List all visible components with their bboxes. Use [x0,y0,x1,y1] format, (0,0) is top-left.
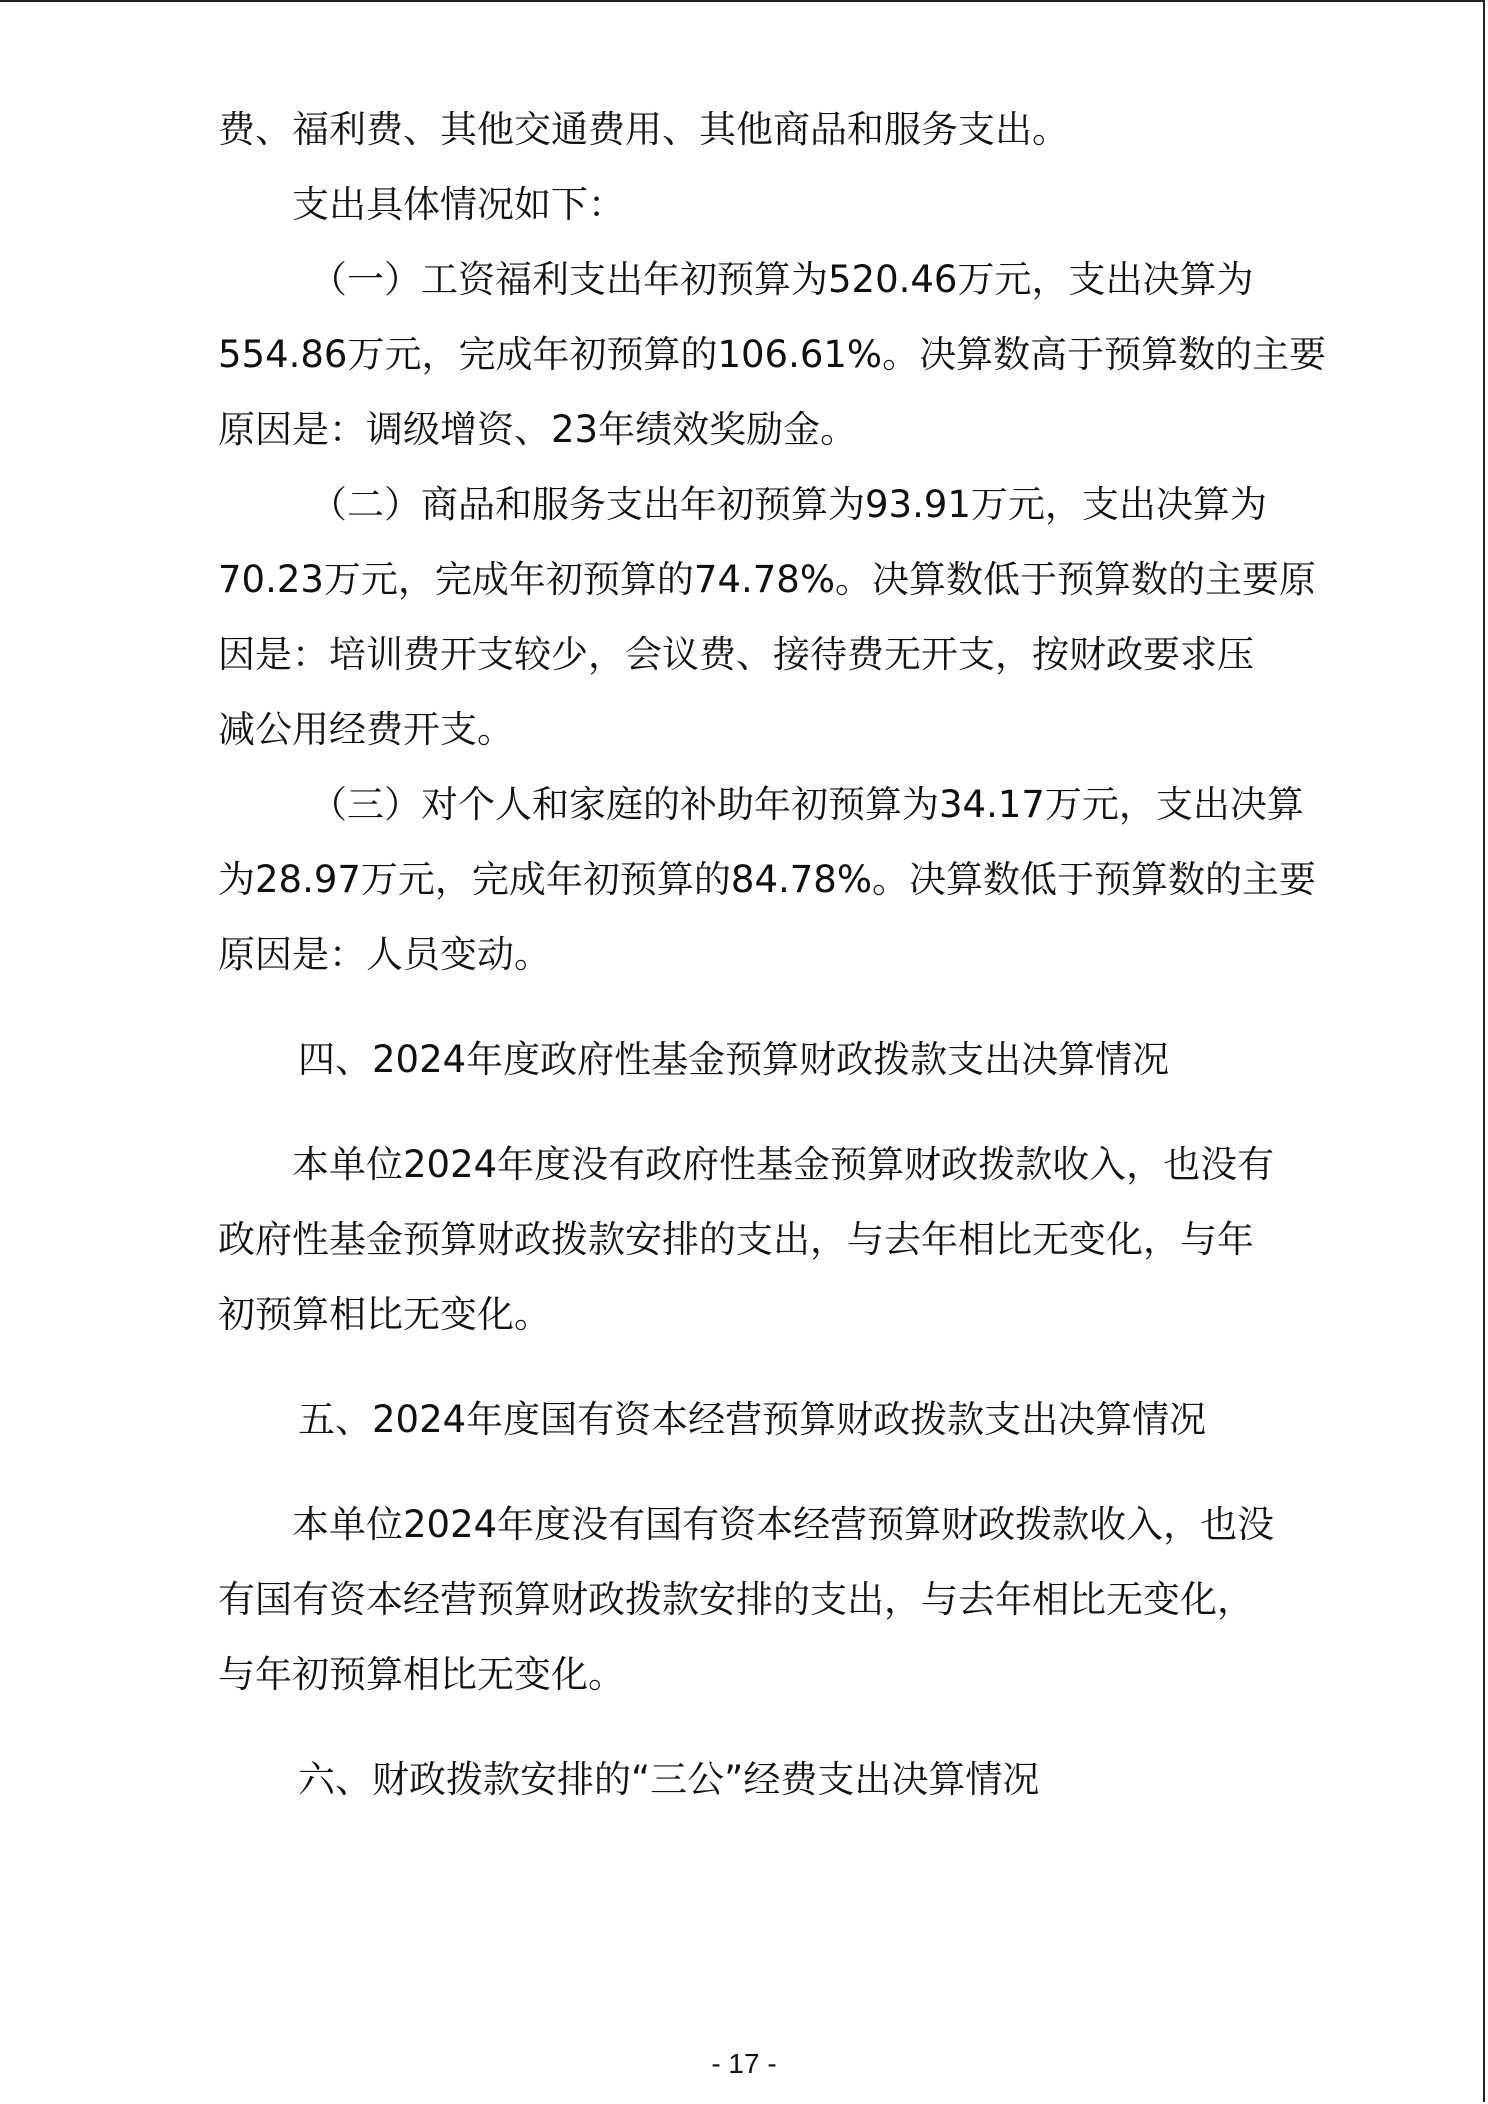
paragraph-line: 为28.97万元，完成年初预算的84.78%。决算数低于预算数的主要 [218,858,1317,901]
spacer [218,1097,1288,1127]
paragraph-line: （三）对个人和家庭的补助年初预算为34.17万元，支出决算 [310,783,1304,826]
paragraph-line: 减公用经费开支。 [218,708,514,751]
paragraph-line: 费、福利费、其他交通费用、其他商品和服务支出。 [218,108,1069,151]
paragraph-line: 70.23万元，完成年初预算的74.78%。决算数低于预算数的主要原 [218,558,1317,601]
paragraph-line: 原因是：调级增资、23年绩效奖励金。 [218,408,858,451]
paragraph-line: 因是：培训费开支较少，会议费、接待费无开支，按财政要求压 [218,633,1254,676]
page-number: - 17 - [711,2048,777,2079]
paragraph-line: 有国有资本经营预算财政拨款安排的支出，与去年相比无变化， [218,1578,1254,1621]
document-body [218,92,1327,1817]
paragraph-line: （二）商品和服务支出年初预算为93.91万元，支出决算为 [310,483,1267,526]
spacer [218,1712,1288,1742]
paragraph-line: 本单位2024年度没有国有资本经营预算财政拨款收入，也没 [292,1503,1275,1546]
paragraph-line: 初预算相比无变化。 [218,1293,551,1336]
paragraph-line: 554.86万元，完成年初预算的106.61%。决算数高于预算数的主要 [218,333,1327,376]
paragraph-line: 原因是：人员变动。 [218,933,551,976]
spacer [218,1457,1288,1487]
section-heading-5: 五、2024年度国有资本经营预算财政拨款支出决算情况 [298,1398,1207,1441]
paragraph-line: （一）工资福利支出年初预算为520.46万元，支出决算为 [310,258,1254,301]
section-heading-6: 六、财政拨款安排的“三公”经费支出决算情况 [298,1758,1040,1801]
paragraph-line: 与年初预算相比无变化。 [218,1653,625,1696]
paragraph-line: 政府性基金预算财政拨款安排的支出，与去年相比无变化，与年 [218,1218,1254,1261]
section-heading-4: 四、2024年度政府性基金预算财政拨款支出决算情况 [298,1038,1170,1081]
paragraph-line: 支出具体情况如下： [292,183,625,226]
spacer [218,992,1288,1022]
spacer [218,1352,1288,1382]
paragraph-line: 本单位2024年度没有政府性基金预算财政拨款收入，也没有 [292,1143,1275,1186]
